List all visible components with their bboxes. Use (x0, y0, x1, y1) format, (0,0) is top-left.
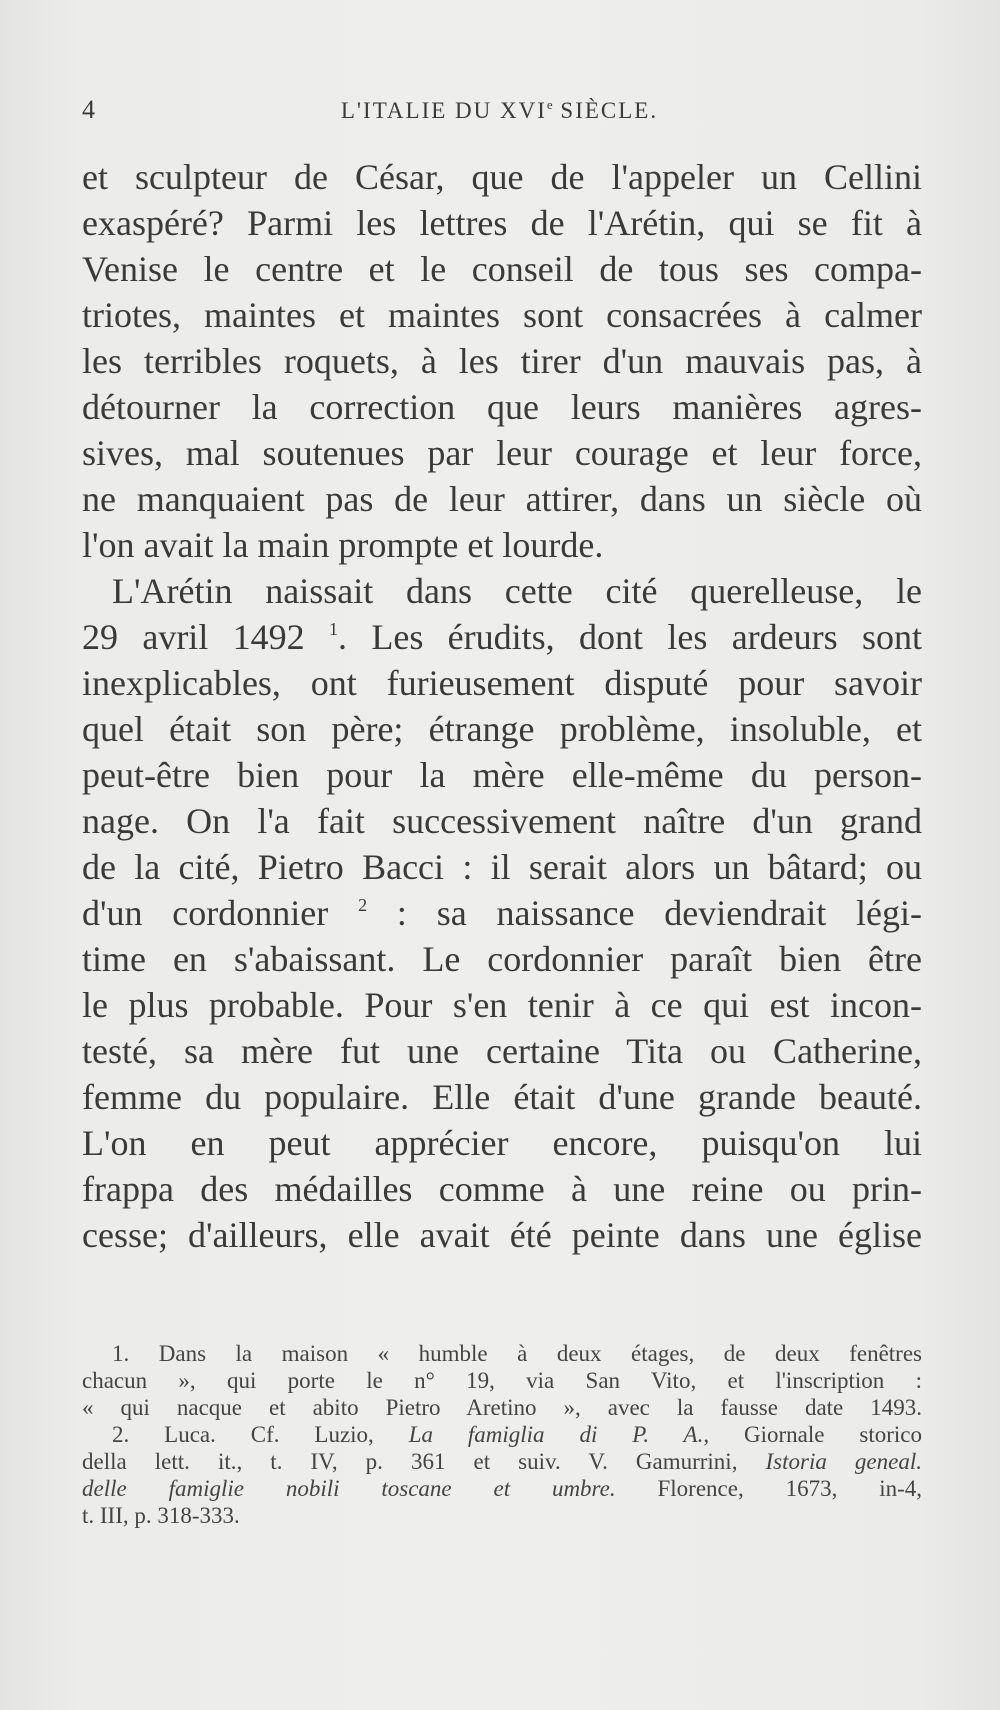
text-line: L'Arétin naissait dans cette cité querelleuse, le (112, 571, 922, 611)
text-line-with-footnote-ref (82, 614, 922, 660)
text-line: exaspéré? Parmi les lettres de l'Arétin, qui se fit à (82, 203, 922, 243)
footnote-segment: 2. Luca. Cf. Luzio, (112, 1422, 409, 1447)
text-line: et sculpteur de César, que de l'appeler un Cellini (82, 157, 922, 197)
footnotes (82, 1340, 922, 1529)
running-title (82, 97, 917, 124)
text-line: testé, sa mère fut une certaine Tita ou Catherine, (82, 1031, 922, 1071)
text-line: le plus probable. Pour s'en tenir à ce qui est incon- (82, 985, 922, 1025)
footnote-ref-2: 2 (358, 895, 368, 915)
footnote-italic-title: La famiglia di P. A. (408, 1422, 704, 1447)
footnote-ref-1: 1 (329, 619, 339, 639)
text-line: les terribles roquets, à les tirer d'un mauvais pas, à (82, 341, 922, 381)
footnote-2-line (82, 1475, 922, 1502)
footnote-1-line: « qui nacque et abito Pietro Aretino », avec la fausse date 1493. (82, 1395, 922, 1420)
text-line: time en s'abaissant. Le cordonnier paraît bien être (82, 939, 922, 979)
footnote-2-line (82, 1421, 922, 1448)
footnote-segment: Florence, 1673, in-4, (615, 1476, 922, 1501)
text-line: l'on avait la main prompte et lourde. (82, 525, 604, 565)
footnote-1-line: 1. Dans la maison « humble à deux étages, de deux fenêtres (112, 1341, 922, 1366)
footnote-2-line (82, 1448, 922, 1475)
footnote-2-line: t. III, p. 318-333. (82, 1503, 240, 1528)
text-line: ne manquaient pas de leur attirer, dans un siècle où (82, 479, 922, 519)
text-line: quel était son père; étrange problème, insoluble, et (82, 709, 922, 749)
text-line-with-footnote-ref (82, 890, 922, 936)
text-line: inexplicables, ont furieusement disputé pour savoir (82, 663, 922, 703)
running-title-end: SIÈCLE. (552, 98, 659, 123)
page-header (82, 95, 917, 125)
text-line: peut-être bien pour la mère elle-même du person- (82, 755, 922, 795)
page-number: 4 (82, 95, 95, 124)
footnote-italic-title: delle famiglie nobili toscane et umbre. (82, 1476, 616, 1501)
running-title-main: L'ITALIE DU XVI (340, 98, 547, 123)
footnote-italic-title: Istoria geneal. (765, 1449, 922, 1474)
text-segment: 29 avril 1492 (82, 617, 330, 657)
text-line: triotes, maintes et maintes sont consacrées à calmer (82, 295, 922, 335)
footnote-segment: , Giornale storico (703, 1422, 922, 1447)
text-segment: : sa naissance deviendrait légi- (367, 893, 923, 933)
text-line: détourner la correction que leurs manières agres- (82, 387, 922, 427)
main-text (82, 154, 922, 1258)
text-line: Venise le centre et le conseil de tous ses compa- (82, 249, 922, 289)
text-line: femme du populaire. Elle était d'une grande beauté. (82, 1077, 922, 1117)
text-segment: . Les érudits, dont les ardeurs sont (338, 617, 922, 657)
text-line: frappa des médailles comme à une reine ou prin- (82, 1169, 922, 1209)
running-title-superscript: e (546, 97, 553, 112)
footnote-segment: della lett. it., t. IV, p. 361 et suiv. V. Gamurrini, (82, 1449, 766, 1474)
text-line: nage. On l'a fait successivement naître d'un grand (82, 801, 922, 841)
text-segment: d'un cordonnier (82, 893, 359, 933)
footnote-1-line: chacun », qui porte le n° 19, via San Vito, et l'inscription : (82, 1368, 922, 1393)
text-line: L'on en peut apprécier encore, puisqu'on lui (82, 1123, 922, 1163)
text-line: de la cité, Pietro Bacci : il serait alors un bâtard; ou (82, 847, 922, 887)
text-line: sives, mal soutenues par leur courage et leur force, (82, 433, 922, 473)
text-line: cesse; d'ailleurs, elle avait été peinte dans une église (82, 1215, 922, 1255)
